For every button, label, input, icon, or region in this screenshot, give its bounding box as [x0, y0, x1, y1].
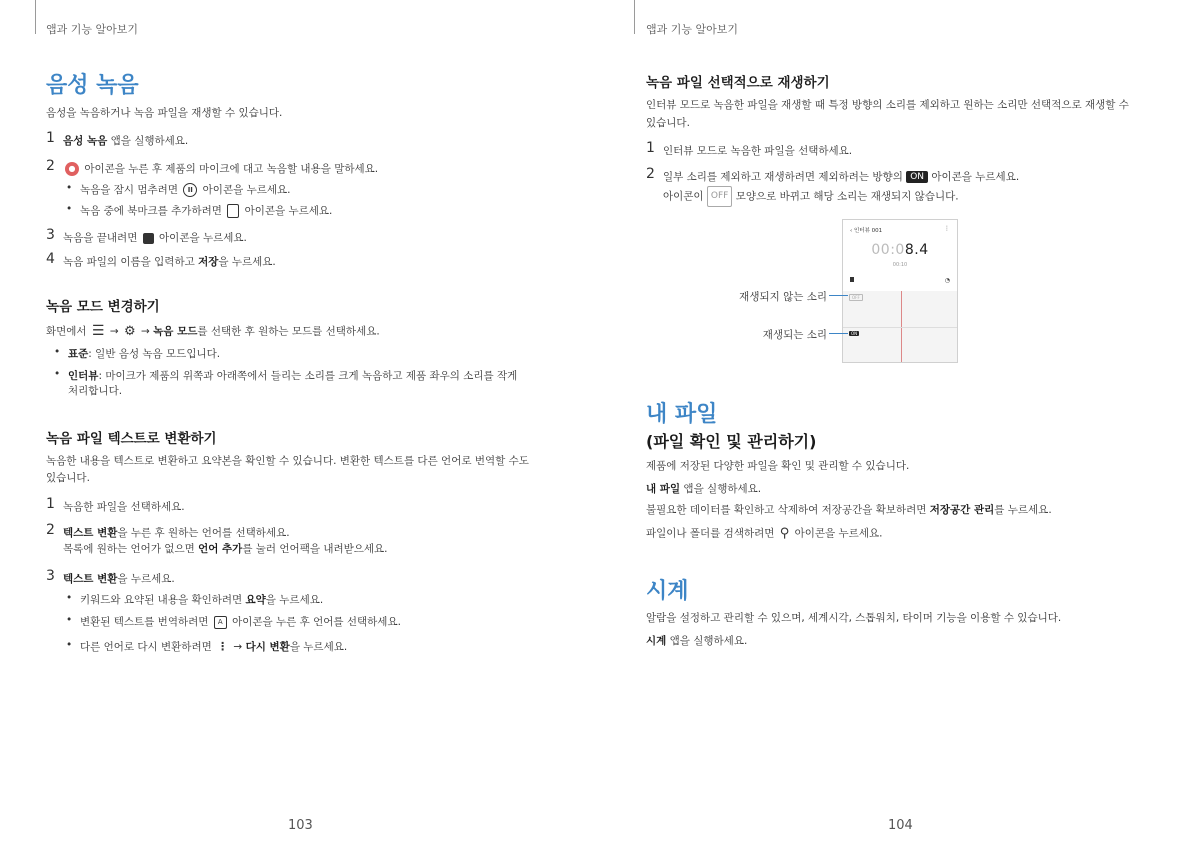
phone-off-chip: OFF [849, 294, 863, 301]
section-subtitle-myfiles: (파일 확인 및 관리하기) [646, 432, 817, 451]
selective-step-2: 2 일부 소리를 제외하고 재생하려면 제외하려는 방향의 ON 아이콘을 누르세요. [646, 166, 1020, 183]
text-bullet-summary: • 키워드와 요약된 내용을 확인하려면 요약을 누르세요. [80, 592, 323, 607]
selective-step-2-cont: 아이콘이 OFF 모양으로 바뀌고 해당 소리는 재생되지 않습니다. [663, 186, 959, 207]
text-step-3: 3 텍스트 변환을 누르세요. [46, 568, 175, 585]
subsection-title-text: 녹음 파일 텍스트로 변환하기 [46, 431, 217, 447]
phone-on-chip: ON [851, 331, 858, 336]
text-step-2: 2 텍스트 변환을 누른 후 원하는 언어를 선택하세요. [46, 522, 290, 539]
text-step-1: 1 녹음한 파일을 선택하세요. [46, 496, 185, 513]
selective-intro-2: 있습니다. [646, 117, 690, 129]
callout-line-on [829, 333, 848, 334]
phone-timer: 00:08.4 [871, 242, 929, 258]
phone-track-divider [843, 327, 957, 328]
search-icon: ⚲ [779, 526, 790, 541]
subsection-title-selective: 녹음 파일 선택적으로 재생하기 [646, 75, 830, 91]
phone-duration: 00:10 [892, 262, 908, 268]
bullet-standard: • 표준: 일반 음성 녹음 모드입니다. [68, 346, 220, 361]
selective-step-1: 1 인터뷰 모드로 녹음한 파일을 선택하세요. [646, 140, 853, 157]
off-icon: OFF [707, 186, 732, 207]
page-number-left: 103 [288, 818, 313, 833]
phone-screenshot [842, 219, 958, 363]
text-step-2-cont: 목록에 원하는 언어가 없으면 언어 추가를 눌러 언어팩을 내려받으세요. [63, 543, 388, 555]
text-intro-2: 있습니다. [46, 472, 90, 484]
section-title: 음성 녹음 [46, 73, 139, 98]
gear-icon: ⚙ [123, 324, 136, 339]
myfiles-text-1: 제품에 저장된 다양한 파일을 확인 및 관리할 수 있습니다. [646, 460, 910, 472]
selective-intro-1: 인터뷰 모드로 녹음한 파일을 재생할 때 특정 방향의 소리를 제외하고 원하는 소리만 선택적으로 재생할 수 [646, 99, 1129, 111]
bullet-interview: • 인터뷰: 마이크가 제품의 위쪽과 아래쪽에서 들리는 소리를 크게 녹음하고 제품 좌우의 소리를 작게 [68, 368, 517, 383]
header-text-right: 앱과 기능 알아보기 [646, 23, 739, 36]
step-2: 2 ● 아이콘을 누른 후 제품의 마이크에 대고 녹음할 내용을 말하세요. [46, 158, 379, 175]
myfiles-text-2: 내 파일 앱을 실행하세요. [646, 483, 762, 495]
clock-text-1: 알람을 설정하고 관리할 수 있으며, 세계시각, 스톱워치, 타이머 기능을 이용할 수 있습니다. [646, 612, 1062, 624]
text-bullet-translate: • 변환된 텍스트를 번역하려면 A 아이콘을 누른 후 언어를 선택하세요. [80, 614, 401, 629]
phone-bookmark-icon [850, 277, 854, 282]
stop-icon [143, 233, 154, 244]
myfiles-text-4: 파일이나 폴더를 검색하려면 ⚲ 아이콘을 누르세요. [646, 526, 883, 541]
bullet-interview-cont: 처리합니다. [68, 385, 123, 397]
header-text: 앱과 기능 알아보기 [46, 23, 139, 36]
section-title-clock: 시계 [646, 579, 689, 604]
callout-off: 재생되지 않는 소리 [739, 291, 827, 303]
phone-more-icon: ⋮ [944, 225, 950, 232]
microphone-icon: ● [65, 162, 79, 176]
pause-icon: II [183, 183, 197, 197]
step-4: 4 녹음 파일의 이름을 입력하고 저장을 누르세요. [46, 251, 276, 268]
translate-icon: A [214, 616, 227, 629]
phone-title: ‹ 인터뷰 001 [850, 228, 883, 234]
menu-icon: ☰ [91, 323, 105, 339]
header-rule-right [634, 0, 635, 34]
page-number-right: 104 [888, 818, 913, 833]
more-options-icon: ⋮ [217, 640, 229, 653]
intro-text: 음성을 녹음하거나 녹음 파일을 재생할 수 있습니다. [46, 107, 283, 119]
bullet-pause: • 녹음을 잠시 멈추려면 II 아이콘을 누르세요. [80, 182, 290, 197]
myfiles-text-3: 불필요한 데이터를 확인하고 삭제하여 저장공간을 확보하려면 저장공간 관리를 누르세요. [646, 504, 1052, 516]
mode-text: 화면에서 ☰ → ⚙ → 녹음 모드를 선택한 후 원하는 모드를 선택하세요. [46, 323, 380, 339]
text-intro-1: 녹음한 내용을 텍스트로 변환하고 요약본을 확인할 수 있습니다. 변환한 텍스트를 다른 언어로 번역할 수도 [46, 455, 529, 467]
bullet-bookmark: • 녹음 중에 북마크를 추가하려면 아이콘을 누르세요. [80, 203, 332, 218]
header-rule [35, 0, 36, 34]
section-title-myfiles: 내 파일 [646, 402, 718, 427]
phone-speaker-icon: ◔ [944, 277, 950, 284]
step-1: 1 음성 녹음 앱을 실행하세요. [46, 130, 189, 147]
clock-text-2: 시계 앱을 실행하세요. [646, 635, 748, 647]
text-bullet-reconvert: • 다른 언어로 다시 변환하려면 ⋮ → 다시 변환을 누르세요. [80, 639, 347, 654]
bookmark-icon [227, 204, 239, 218]
step-3: 3 녹음을 끝내려면 아이콘을 누르세요. [46, 227, 247, 244]
subsection-title-mode: 녹음 모드 변경하기 [46, 299, 160, 315]
callout-line-off [829, 295, 848, 296]
on-icon: ON [906, 171, 928, 183]
callout-on: 재생되는 소리 [762, 329, 827, 341]
